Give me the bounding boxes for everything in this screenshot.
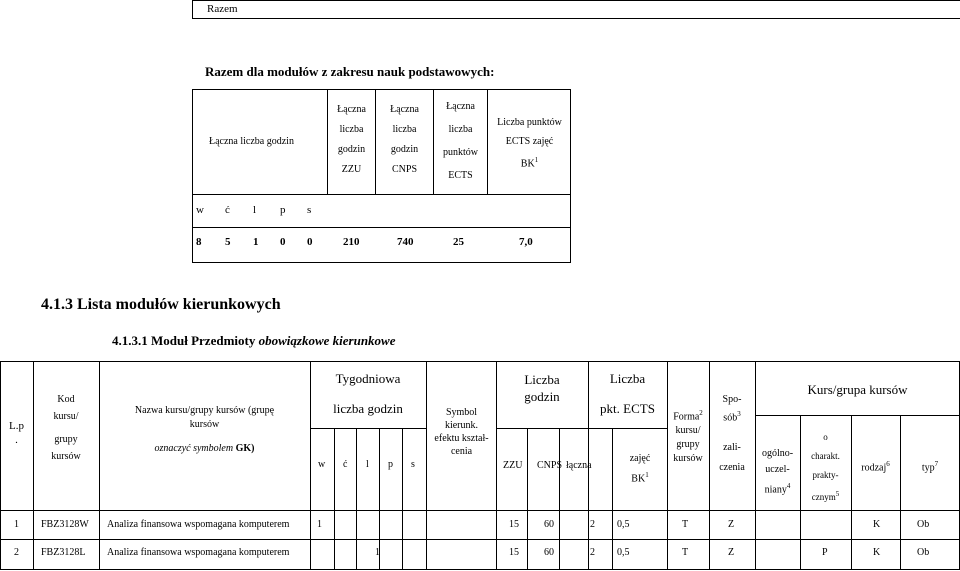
header-rodzaj: rodzaj$^6$ — [861, 460, 890, 474]
row-zzu: 15 — [509, 519, 519, 530]
row-forma: T — [682, 519, 689, 530]
row-sposob: Z — [728, 547, 735, 558]
header-charakt: o charakt. prakty- cznym$^5$ — [811, 432, 840, 502]
header-tyg-p: p — [388, 459, 393, 470]
header-liczba-pkt: Liczba pkt. ECTS — [600, 371, 655, 416]
summary-bk-header: Liczba punktów ECTS zajęć $BK^1$ — [497, 117, 562, 170]
header-symbol: Symbol kierunk. efektu kształ- cenia — [434, 407, 489, 457]
row-zzu: 15 — [509, 547, 519, 558]
header-tyg-l: l — [366, 459, 369, 470]
header-zajec-bk: zajęć $BK^1$ — [629, 453, 651, 485]
summary-cnps-header: Łączna liczba godzin CNPS — [390, 104, 419, 175]
row-w: 1 — [317, 519, 322, 530]
summary-value-c: 5 — [225, 236, 231, 248]
summary-value-cnps: 740 — [397, 236, 414, 248]
summary-value-p: 0 — [280, 236, 286, 248]
razem-label: Razem — [207, 3, 238, 15]
header-ogolnouczelniany: ogólno- uczel- niany$^4$ — [761, 448, 794, 496]
summary-value-ects: 25 — [453, 236, 464, 248]
subsection-number: 4.1.3.1 Moduł — [112, 333, 188, 348]
summary-letter-w: w — [196, 204, 204, 216]
header-tyg-s: s — [411, 459, 415, 470]
header-kurs-grupa: Kurs/grupa kursów — [807, 382, 908, 397]
row-nazwa: Analiza finansowa wspomagana komputerem — [107, 547, 290, 558]
section-heading: 4.1.3 Lista modułów kierunkowych — [41, 296, 281, 313]
header-tyg-c: ć — [343, 459, 348, 470]
razem-row — [192, 0, 960, 19]
row-kod: FBZ3128L — [41, 547, 86, 558]
summary-value-s: 0 — [307, 236, 313, 248]
summary-ects-header: Łączna liczba punktów ECTS — [443, 101, 478, 181]
row-lp: 1 — [14, 519, 19, 530]
header-nazwa: Nazwa kursu/grupy kursów (grupę kursów oznaczyć symbolem GK) — [134, 405, 275, 454]
row-l: 1 — [375, 547, 380, 558]
summary-value-zzu: 210 — [343, 236, 360, 248]
header-tygodniowa: Tygodniowa liczba godzin — [333, 371, 403, 416]
row-rodzaj: K — [873, 519, 881, 530]
summary-title: Razem dla modułów z zakresu nauk podstawowych: — [205, 64, 495, 79]
row-ogolno: P — [822, 547, 828, 558]
header-laczna: łączna — [566, 460, 592, 471]
row-forma: T — [682, 547, 689, 558]
header-lp: L.p . — [9, 420, 24, 446]
header-sposob: Spo- sób$^3$ zali- czenia — [719, 394, 745, 474]
header-zzu: ZZU — [503, 460, 523, 471]
row-bk: 0,5 — [617, 547, 630, 558]
row-lp: 2 — [14, 547, 19, 558]
subsection-name-italic: obowiązkowe kierunkowe — [258, 333, 396, 348]
row-typ: Ob — [917, 547, 930, 558]
header-liczba-godzin: Liczba godzin — [524, 372, 560, 404]
row-bk: 0,5 — [617, 519, 630, 530]
subsection-heading — [112, 333, 395, 349]
summary-letter-s: s — [307, 204, 312, 216]
summary-value-bk: 7,0 — [519, 236, 533, 248]
summary-value-w: 8 — [196, 236, 202, 248]
row-typ: Ob — [917, 519, 930, 530]
header-kod: Kod kursu/ grupy kursów — [51, 394, 81, 462]
summary-zzu-header: Łączna liczba godzin ZZU — [337, 104, 366, 175]
summary-total-hours-header: Łączna liczba godzin — [209, 136, 294, 147]
summary-letter-p: p — [280, 204, 286, 216]
row-nazwa: Analiza finansowa wspomagana komputerem — [107, 519, 290, 530]
row-kod: FBZ3128W — [41, 519, 89, 530]
row-laczna: 2 — [590, 519, 595, 530]
row-cnps: 60 — [544, 547, 554, 558]
row-rodzaj: K — [873, 547, 881, 558]
row-laczna: 2 — [590, 547, 595, 558]
summary-letter-l: l — [253, 204, 257, 216]
header-forma: Forma$^2$ kursu/ grupy kursów — [673, 409, 703, 465]
subsection-name: Przedmioty — [191, 333, 256, 348]
header-cnps: CNPS — [537, 460, 563, 471]
summary-value-l: 1 — [253, 236, 259, 248]
row-sposob: Z — [728, 519, 735, 530]
header-tyg-w: w — [318, 459, 326, 470]
row-cnps: 60 — [544, 519, 554, 530]
summary-letter-c: ć — [225, 204, 230, 216]
header-typ: typ$^7$ — [921, 460, 939, 474]
